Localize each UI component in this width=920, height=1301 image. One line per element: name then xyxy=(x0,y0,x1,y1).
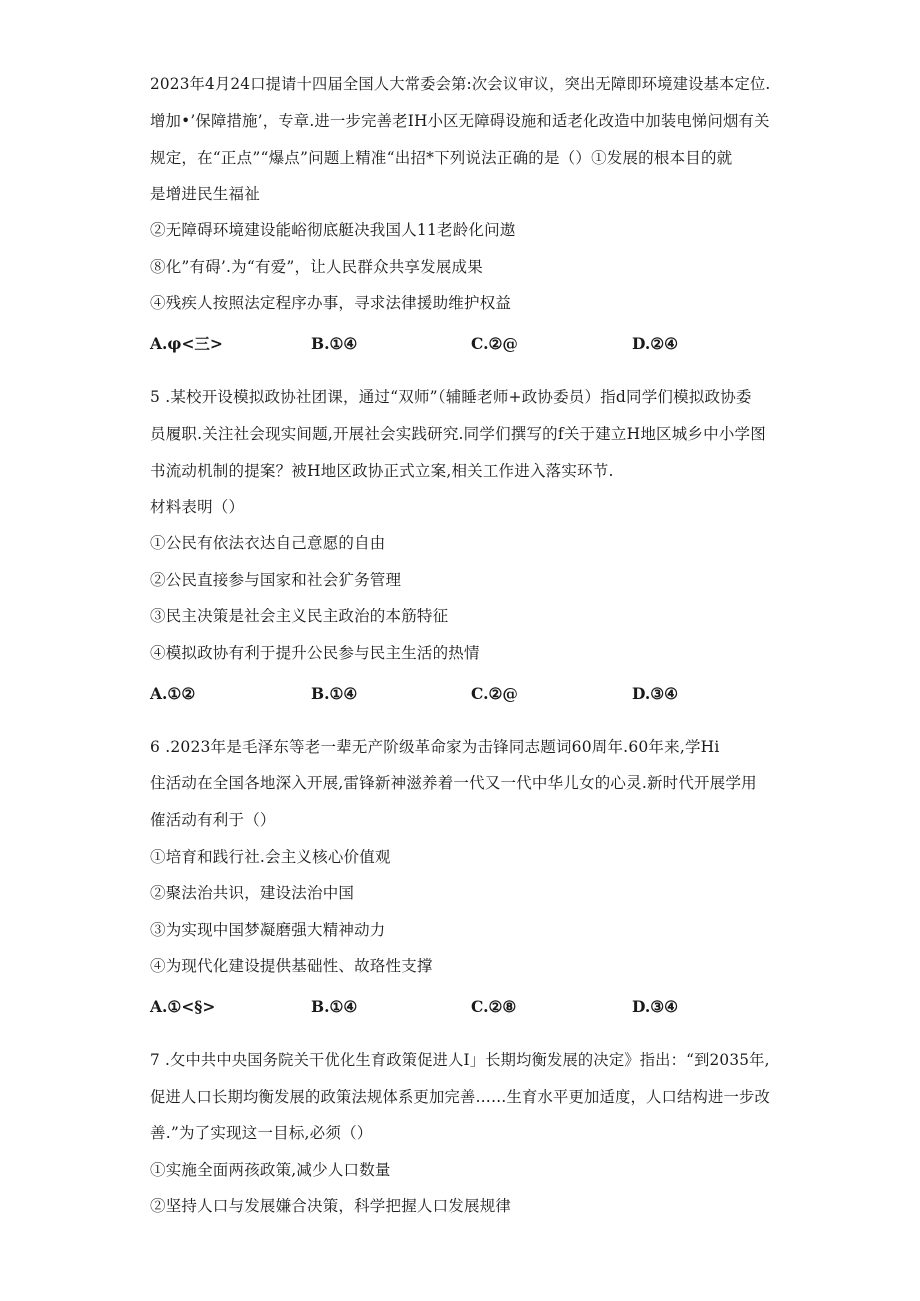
q6-option-d[interactable]: D.③④ xyxy=(632,997,679,1016)
q5-statement-3: ③民主决策是社会主义民主政治的本筋特征 xyxy=(150,607,449,625)
q4-option-b[interactable]: B.①④ xyxy=(311,334,358,353)
q5-stem-line-2: 员履职.关注社会现实间题,开展社会实践研究.同学们撰写的f关于建立H地区城乡中小学图 xyxy=(150,425,766,443)
q6-statement-2: ②聚法治共识，建设法治中国 xyxy=(150,884,355,902)
q4-option-d[interactable]: D.②④ xyxy=(632,334,679,353)
q4-stem-line-1: 2023年4月24口提请十四届全国人大常委会第:次会议审议，突出无障即环境建设基本定位. xyxy=(150,75,771,93)
q5-stem-line-1: 5 .某校开设模拟政协社团课，通过“双师”（辅睡老师+政协委员）指d同学们模拟政协委 xyxy=(150,388,752,406)
q7-statement-2: ②坚持人口与发展嫌合决策，科学把握人口发展规律 xyxy=(150,1197,512,1215)
q5-statement-4: ④模拟政协有利于提升公民参与民主生活的热情 xyxy=(150,644,480,662)
q6-stem-line-3: 傕活动有利于（） xyxy=(150,811,276,829)
q4-stem-line-2: 增加•’保障措施’，专章.进一步完善老IH小区无障碍设施和适老化改造中加装电悌问烟有关 xyxy=(150,112,770,130)
q6-stem-line-2: 住活动在全国各地深入开展,雷锋新神滋养着一代又一代中华儿女的心灵.新时代开展学用 xyxy=(150,774,757,792)
q4-options xyxy=(150,333,790,357)
q7-stem-line-2: 促进人口长期均衡发展的政策法规体系更加完善……生育水平更加适度，人口结构进一步改 xyxy=(150,1088,771,1106)
q4-option-a[interactable]: A.φ<三> xyxy=(150,334,223,353)
q4-statement-2: ②无障碍环境建设能峪彻底艇决我国人11老龄化问遨 xyxy=(150,221,516,239)
q7-stem-line-3: 善.”为了实现这一目标,必须（） xyxy=(150,1124,373,1142)
q4-stem-line-3: 规定，在“正点”“爆点”问题上精准“出招*下列说法正确的是（）①发展的根本目的就 xyxy=(150,149,733,167)
q7-stem-line-1: 7 .攵中共中央国务院关干优化生育政策促进人I」长期均衡发展的决定》指出：“到2035年, xyxy=(150,1051,770,1069)
q4-stem-line-4: 是增进民生福祉 xyxy=(150,185,260,203)
q6-option-b[interactable]: B.①④ xyxy=(311,997,358,1016)
q6-statement-1: ①培育和践行社.会主义核心价值观 xyxy=(150,848,391,866)
q5-options xyxy=(150,683,790,707)
q4-statement-3: ⑧化”有碍’.为“有爱”，让人民群众共享发展成果 xyxy=(150,258,483,276)
q5-option-c[interactable]: C.②@ xyxy=(471,684,518,703)
q6-stem-line-1: 6 .2023年是毛泽东等老一辈无产阶级革命家为击锋同志题词60周年.60年来,学Hi xyxy=(150,738,720,756)
q5-option-d[interactable]: D.③④ xyxy=(632,684,679,703)
q6-statement-4: ④为现代化建设提供基础性、故珞性支撑 xyxy=(150,957,433,975)
q7-statement-1: ①实施全面两孩政策,减少人口数量 xyxy=(150,1161,391,1179)
q6-options xyxy=(150,996,790,1020)
q6-option-c[interactable]: C.②⑧ xyxy=(471,997,517,1016)
q5-prompt: 材料表明（） xyxy=(150,498,245,516)
q5-stem-line-3: 书流动机制的提案？被H地区政协正式立案,相关工作进入落实环节. xyxy=(150,462,614,480)
q5-statement-2: ②公民直接参与国家和社会犷务管理 xyxy=(150,571,402,589)
q4-statement-4: ④残疾人按照法定程序办事，寻求法律援助维护权益 xyxy=(150,294,512,312)
q5-option-b[interactable]: B.①④ xyxy=(311,684,358,703)
q6-statement-3: ③为实现中国梦凝磨强大精神动力 xyxy=(150,921,386,939)
q4-option-c[interactable]: C.②@ xyxy=(471,334,518,353)
q5-statement-1: ①公民有依法衣达自己意愿的自由 xyxy=(150,534,386,552)
q5-option-a[interactable]: A.①② xyxy=(150,684,196,703)
q6-option-a[interactable]: A.①<§> xyxy=(150,997,216,1016)
